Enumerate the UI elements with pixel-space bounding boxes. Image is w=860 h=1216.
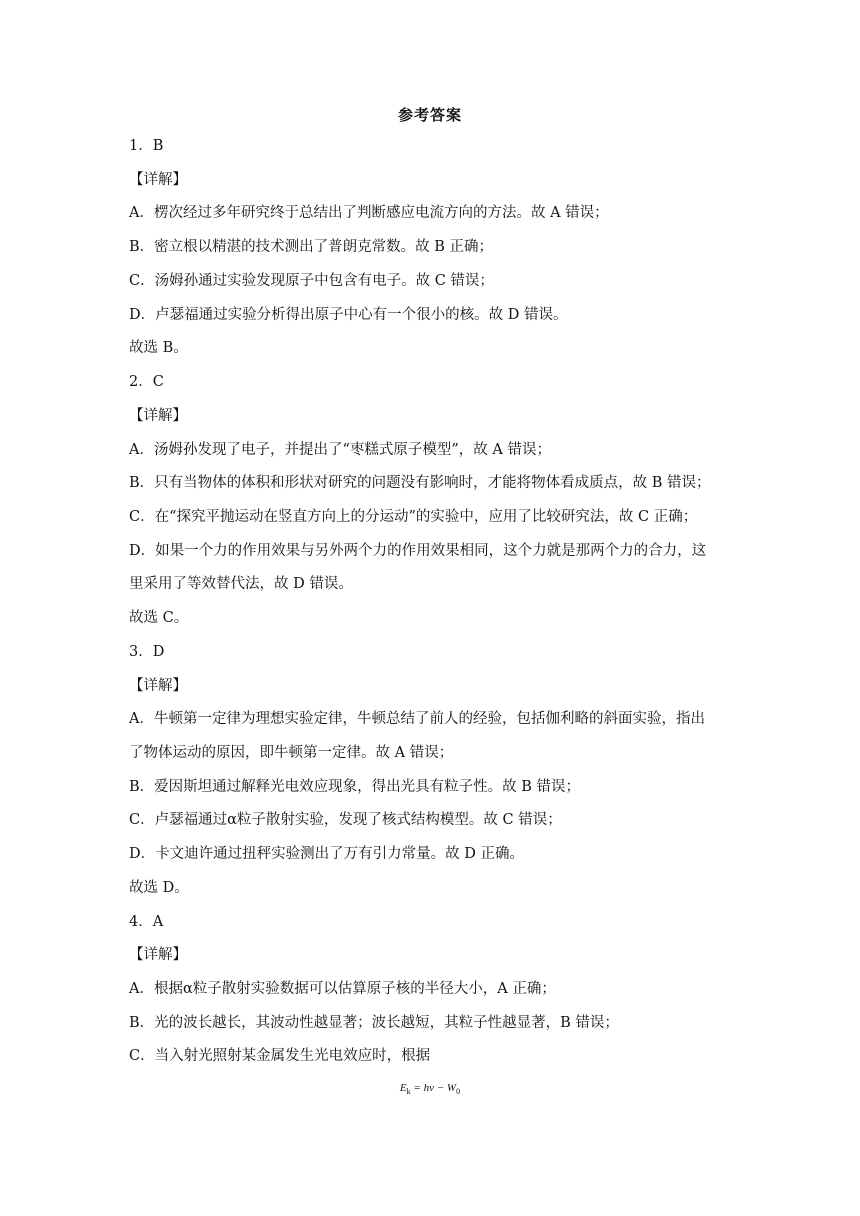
q2-conclusion: 故选 C。 bbox=[129, 610, 189, 626]
q2-detail-heading: 【详解】 bbox=[129, 408, 187, 424]
q1-option-b: B．密立根以精湛的技术测出了普朗克常数。故 B 正确； bbox=[129, 239, 494, 255]
q1-option-c: C．汤姆孙通过实验发现原子中包含有电子。故 C 错误； bbox=[129, 273, 494, 289]
q4-number: 4．A bbox=[129, 914, 164, 930]
q1-option-a: A．楞次经过多年研究终于总结出了判断感应电流方向的方法。故 A 错误； bbox=[129, 205, 609, 221]
formula-rhs: = hν − W bbox=[410, 1082, 457, 1094]
q4-option-c: C．当入射光照射某金属发生光电效应时，根据 bbox=[129, 1048, 431, 1064]
q1-detail-heading: 【详解】 bbox=[129, 172, 187, 188]
formula-w-subscript: 0 bbox=[456, 1087, 461, 1097]
q2-option-d-line1: D．如果一个力的作用效果与另外两个力的作用效果相同，这个力就是那两个力的合力，这 bbox=[129, 543, 707, 559]
q3-detail-heading: 【详解】 bbox=[129, 678, 187, 694]
q4-detail-heading: 【详解】 bbox=[129, 947, 187, 963]
q2-option-c: C．在“探究平抛运动在竖直方向上的分运动”的实验中，应用了比较研究法，故 C 正确； bbox=[129, 509, 698, 525]
q1-number: 1．B bbox=[129, 138, 164, 154]
q3-option-d: D．卡文迪许通过扭秤实验测出了万有引力常量。故 D 正确。 bbox=[129, 846, 524, 862]
page-title: 参考答案 bbox=[397, 106, 462, 124]
q4-option-b: B．光的波长越长，其波动性越显著；波长越短，其粒子性越显著，B 错误； bbox=[129, 1015, 619, 1031]
q2-option-d-line2: 里采用了等效替代法，故 D 错误。 bbox=[129, 576, 353, 592]
q1-conclusion: 故选 B。 bbox=[129, 340, 188, 356]
q1-option-d: D．卢瑟福通过实验分析得出原子中心有一个很小的核。故 D 错误。 bbox=[129, 307, 568, 323]
q3-option-a-line2: 了物体运动的原因，即牛顿第一定律。故 A 错误； bbox=[129, 745, 454, 761]
q3-option-c: C．卢瑟福通过α粒子散射实验，发现了核式结构模型。故 C 错误； bbox=[129, 812, 562, 828]
q2-option-b: B．只有当物体的体积和形状对研究的问题没有影响时，才能将物体看成质点，故 B 错误； bbox=[129, 475, 711, 491]
q3-option-a-line1: A．牛顿第一定律为理想实验定律，牛顿总结了前人的经验，包括伽利略的斜面实验，指出 bbox=[129, 711, 705, 727]
q3-number: 3．D bbox=[129, 644, 165, 660]
q2-number: 2．C bbox=[129, 374, 164, 390]
q3-conclusion: 故选 D。 bbox=[129, 880, 189, 896]
q4-option-a: A．根据α粒子散射实验数据可以估算原子核的半径大小，A 正确； bbox=[129, 981, 556, 997]
q3-option-b: B．爱因斯坦通过解释光电效应现象，得出光具有粒子性。故 B 错误； bbox=[129, 779, 581, 795]
formula-lhs: E bbox=[399, 1082, 407, 1094]
photoelectric-equation bbox=[0, 1082, 860, 1096]
formula-lhs-subscript: k bbox=[406, 1087, 411, 1097]
q2-option-a: A．汤姆孙发现了电子，并提出了“枣糕式原子模型”，故 A 错误； bbox=[129, 442, 551, 458]
